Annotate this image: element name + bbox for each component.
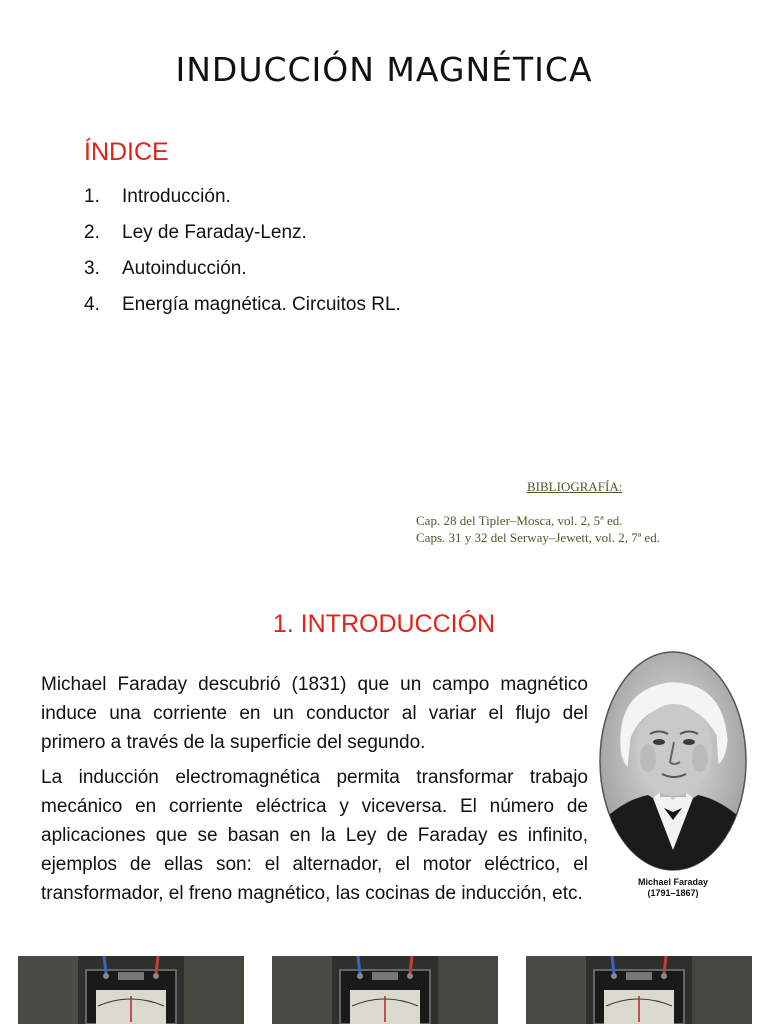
page-title: INDUCCIÓN MAGNÉTICA	[175, 50, 593, 89]
toc-item	[84, 255, 401, 291]
toc-item	[84, 219, 401, 255]
table-of-contents	[84, 183, 401, 327]
faraday-portrait	[598, 650, 748, 872]
bibliography	[416, 479, 756, 546]
bibliography-heading: BIBLIOGRAFÍA:	[527, 479, 623, 494]
toc-item-number: 4.	[84, 294, 100, 315]
portrait-years: (1791–1867)	[647, 888, 699, 898]
toc-item-number: 1.	[84, 186, 100, 207]
bibliography-entry: Cap. 28 del Tipler–Mosca, vol. 2, 5ª ed.	[416, 513, 623, 528]
toc-item-text: Introducción.	[122, 186, 231, 207]
paragraph: Michael Faraday descubrió (1831) que un campo magnético induce una corriente en un conductor al variar el flujo del primero a través de la superficie del segundo.	[41, 674, 588, 753]
toc-item-text: Energía magnética. Circuitos RL.	[122, 294, 401, 315]
toc-item	[84, 183, 401, 219]
paragraph: La inducción electromagnética permita transformar trabajo mecánico en corriente eléctrica y viceversa. El número de aplicaciones que se basan en la Ley de Faraday es infinito, ejemplos de ellas son: el alternador, el motor eléctrico, el transformador, el freno magnético, las cocinas de inducción, etc.	[41, 767, 588, 904]
toc-item	[84, 291, 401, 327]
portrait-name: Michael Faraday	[637, 877, 709, 887]
toc-item-text: Ley de Faraday-Lenz.	[122, 222, 307, 243]
section-body	[41, 670, 588, 914]
galvanometer-photo	[526, 956, 752, 1024]
section-heading: 1. INTRODUCCIÓN	[272, 610, 496, 638]
galvanometer-photo	[272, 956, 498, 1024]
galvanometer-photo	[18, 956, 244, 1024]
toc-item-text: Autoinducción.	[122, 258, 247, 279]
toc-item-number: 3.	[84, 258, 100, 279]
portrait-caption	[600, 877, 746, 899]
bibliography-entry: Caps. 31 y 32 del Serway–Jewett, vol. 2, 7ª ed.	[416, 530, 661, 545]
toc-item-number: 2.	[84, 222, 100, 243]
index-heading: ÍNDICE	[84, 138, 169, 166]
